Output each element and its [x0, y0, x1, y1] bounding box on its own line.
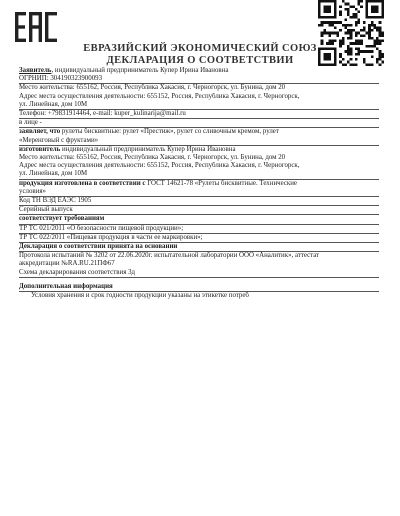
applicant-name: , индивидуальный предприниматель Купер Ирина Ивановна [51, 67, 229, 74]
requirement-item-1: ТР ТС 021/2011 «О безопасности пищевой продукции»; [19, 225, 379, 234]
applicant-ogrnip: ОГРНИП: 304190323900093 [19, 75, 379, 84]
applicant-residence: Место жительства: 655162, Россия, Республика Хакасия, г. Черногорск, ул. Бунина, дом 20 [19, 84, 286, 92]
declaration-title: ДЕКЛАРАЦИЯ О СООТВЕТСТВИИ [106, 55, 294, 66]
union-title: ЕВРАЗИЙСКИЙ ЭКОНОМИЧЕСКИЙ СОЮЗ [83, 43, 317, 54]
manufacturer-residence: Место жительства: 655162, Россия, Республика Хакасия, г. Черногорск, ул. Бунина, дом 20 [19, 154, 286, 162]
basis-scheme: Схема декларирования соответствия 3д [19, 269, 379, 278]
production-text-1: ГОСТ 14621-78 «Рулеты бисквитные. Технические [145, 179, 297, 187]
basis-text-1: Протокола испытаний № 3202 от 22.06.2020г. испытательной лаборатории ООО «Аналитик», аттестат [19, 252, 320, 260]
declares-text-2: «Меренговый с фруктами» [19, 137, 379, 146]
production-label: продукция изготовлена в соответствии с [19, 179, 146, 187]
applicant-activity-1: Адрес места осуществления деятельности: 655152, Россия, Республика Хакасия, г. Черногорск, [19, 92, 300, 100]
applicant-activity-2: ул. Линейная, дом 10М [19, 101, 379, 110]
manufacturer-activity-2: ул. Линейная, дом 10М [19, 170, 379, 179]
manufacturer-line [19, 146, 379, 154]
manufacturer-name: индивидуальный предприниматель Купер Ирина Ивановна [60, 145, 236, 153]
applicant-label: Заявитель [19, 67, 52, 74]
declares-text-1: рулеты бисквитные: рулет «Престиж», рулет со сливочным кремом, рулет [60, 128, 279, 136]
applicant-contacts: Телефон: +79831914464, e-mail: kuper_kulinarija@mail.ru [19, 110, 379, 119]
production-text-2: условия» [19, 188, 379, 197]
manufacturer-activity-1: Адрес места осуществления деятельности: 655152, Россия, Республика Хакасия, г. Черногорск, [19, 162, 300, 170]
manufacturer-label: изготовитель [19, 145, 61, 153]
basis-label: Декларация о соответствии принята на основании [19, 243, 379, 252]
declares-line [19, 128, 379, 136]
additional-text-1: Условия хранения и срок годности продукции указаны на этикетке потреб [31, 292, 249, 300]
eac-logo [14, 10, 58, 44]
additional-label: Дополнительная информация [19, 283, 379, 292]
white-redaction-overlay [0, 330, 400, 516]
declares-label: заявляет, что [19, 128, 61, 136]
basis-text-2: аккредитации №RA.RU.21ПФ67 [19, 260, 115, 268]
production-code: Код ТН ВЭД ЕАЭС 1905 [19, 197, 379, 206]
applicant-line [19, 67, 379, 75]
requirement-item-2: ТР ТС 022/2011 «Пищевая продукция в части ее маркировки»; [19, 234, 379, 243]
applicant-person: в лице - [19, 119, 379, 128]
production-batch: Серийный выпуск [19, 206, 379, 215]
requirements-label: соответствует требованиям [19, 215, 379, 224]
production-line [19, 180, 379, 188]
declaration-body [19, 67, 379, 300]
